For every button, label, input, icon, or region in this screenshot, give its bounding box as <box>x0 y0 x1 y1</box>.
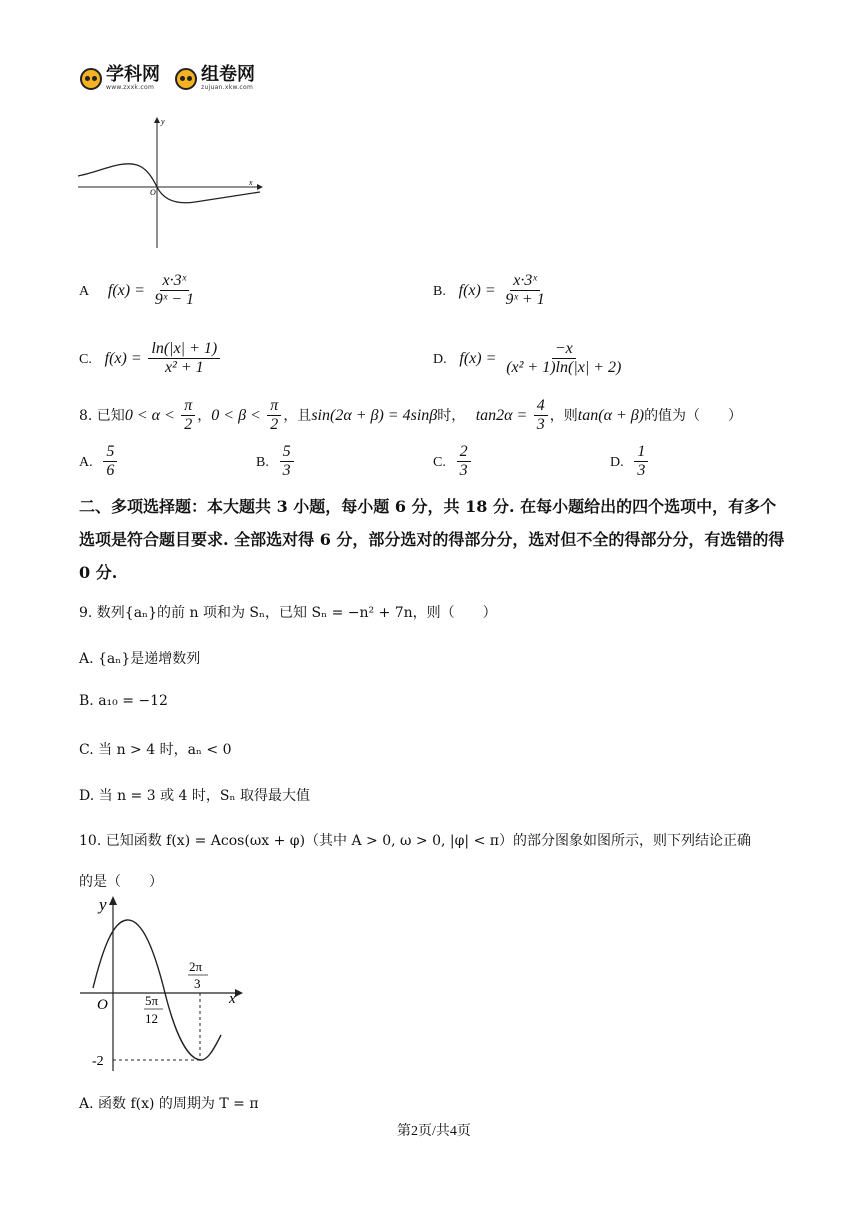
q8-sep2: ，且 <box>283 407 312 424</box>
fraction-numerator: 4 <box>534 397 548 416</box>
curve <box>93 920 221 1060</box>
q8-stem <box>79 397 742 435</box>
option-lhs: f(x) = <box>458 281 496 299</box>
q8-prefix: 8. 已知 <box>79 407 125 424</box>
q9-option-a[interactable]: A. {aₙ}是递增数列 <box>79 651 201 667</box>
q10-option-a[interactable]: A. 函数 f(x) 的周期为 T = π <box>79 1096 259 1112</box>
min-value-label: -2 <box>92 1054 104 1069</box>
option-lhs: f(x) = <box>107 281 145 299</box>
q8-option-a[interactable] <box>79 443 119 481</box>
logo-url: www.zxxk.com <box>106 84 155 91</box>
q8-option-c[interactable] <box>433 443 473 481</box>
fraction-denominator: 2 <box>184 416 193 434</box>
option-letter: B. <box>256 454 269 470</box>
q7-option-b[interactable] <box>433 272 550 310</box>
q8-option-b[interactable] <box>256 443 296 481</box>
zero-label-numerator: 5π <box>145 993 159 1008</box>
option-letter: C. <box>433 454 446 470</box>
option-letter: A <box>79 283 90 299</box>
q7-option-d[interactable] <box>433 340 626 378</box>
y-label: y <box>99 895 107 914</box>
logo-xuekewang <box>80 66 160 91</box>
q10-stem-line1: 10. 已知函数 f(x) = Acos(ωx + φ)（其中 A > 0, ω > 0, |φ| < π）的部分图象如图所示，则下列结论正确 <box>79 833 751 849</box>
q8-sep1: ， <box>197 407 212 424</box>
q8-option-d[interactable] <box>610 443 650 481</box>
page-footer: 第2页/共4页 <box>397 1124 471 1139</box>
x-label: x <box>229 991 236 1007</box>
logo-url: zujuan.xkw.com <box>201 84 254 91</box>
option-letter: A. <box>79 454 93 470</box>
function-graph-q7 <box>75 115 265 255</box>
fraction-denominator: 3 <box>282 462 291 480</box>
q7-option-a[interactable] <box>79 272 199 310</box>
fraction-numerator: 5 <box>280 443 294 462</box>
q8-cond1: 0 < α < <box>124 406 175 424</box>
curve <box>78 164 260 203</box>
fraction-numerator: −x <box>552 340 576 359</box>
q8-when: 时， <box>437 407 466 424</box>
zero-label-denominator: 12 <box>145 1011 158 1026</box>
origin-label: O <box>150 188 156 197</box>
q9-option-c[interactable]: C. 当 n > 4 时，aₙ < 0 <box>79 742 232 758</box>
option-letter: D. <box>433 351 447 367</box>
cosine-graph-q10 <box>75 893 250 1078</box>
logo-name: 学科网 <box>106 64 160 85</box>
fraction-numerator: π <box>267 397 281 416</box>
logo-zujuanwang <box>175 66 255 91</box>
q7-option-c[interactable] <box>79 340 222 378</box>
fraction-denominator: 2 <box>270 416 279 434</box>
y-label: y <box>161 117 165 126</box>
fraction-numerator: 2 <box>457 443 471 462</box>
q8-target: tan(α + β) <box>577 406 645 424</box>
logo-name: 组卷网 <box>201 64 255 85</box>
option-letter: C. <box>79 351 92 367</box>
origin-label: O <box>97 997 108 1013</box>
x-axis-arrow <box>257 184 263 190</box>
fraction-numerator: ln(|x| + 1) <box>148 340 220 359</box>
q8-cond2: 0 < β < <box>211 406 261 424</box>
fraction-denominator: 3 <box>637 462 646 480</box>
fraction-denominator: 3 <box>536 416 545 434</box>
fraction-numerator: x·3ˣ <box>510 272 540 291</box>
q10-stem-line2: 的是（ ） <box>79 874 163 890</box>
period-label-denominator: 3 <box>194 976 201 991</box>
fraction-denominator: 9ˣ − 1 <box>154 291 194 309</box>
y-axis-arrow <box>109 896 117 905</box>
y-axis-arrow <box>154 117 160 123</box>
fraction-denominator: (x² + 1)ln(|x| + 2) <box>506 359 622 377</box>
q8-ask: ，则 <box>549 407 578 424</box>
q9-option-b[interactable]: B. a₁₀ = −12 <box>79 693 168 709</box>
fraction-numerator: 1 <box>634 443 648 462</box>
q9-stem: 9. 数列{aₙ}的前 n 项和为 Sₙ，已知 Sₙ = −n² + 7n，则（ ） <box>79 605 497 621</box>
fraction-numerator: 5 <box>103 443 117 462</box>
option-lhs: f(x) = <box>459 349 497 367</box>
fraction-numerator: x·3ˣ <box>160 272 190 291</box>
fraction-denominator: 9ˣ + 1 <box>505 291 545 309</box>
section-heading: 二、多项选择题：本大题共 3 小题，每小题 6 分，共 18 分. 在每小题给出的四个选项中，有多个选项是符合题目要求. 全部选对得 6 分，部分选对的得部分分，选对但不全的得部分分，有选错的得 0 分. <box>79 497 785 582</box>
x-label: x <box>249 178 253 187</box>
fraction-numerator: π <box>181 397 195 416</box>
fraction-denominator: 6 <box>106 462 115 480</box>
option-letter: D. <box>610 454 624 470</box>
period-label-numerator: 2π <box>189 959 203 974</box>
logo-face-icon <box>175 68 197 90</box>
logo-face-icon <box>80 68 102 90</box>
option-lhs: f(x) = <box>104 349 142 367</box>
q8-equation: sin(2α + β) = 4sinβ <box>311 406 438 424</box>
fraction-denominator: 3 <box>459 462 468 480</box>
option-letter: B. <box>433 283 446 299</box>
q8-tail: 的值为（ ） <box>644 407 743 424</box>
q8-tan-lhs: tan2α = <box>475 406 528 424</box>
x-axis-arrow <box>235 989 243 997</box>
fraction-denominator: x² + 1 <box>164 359 204 377</box>
q9-option-d[interactable]: D. 当 n = 3 或 4 时，Sₙ 取得最大值 <box>79 788 310 804</box>
